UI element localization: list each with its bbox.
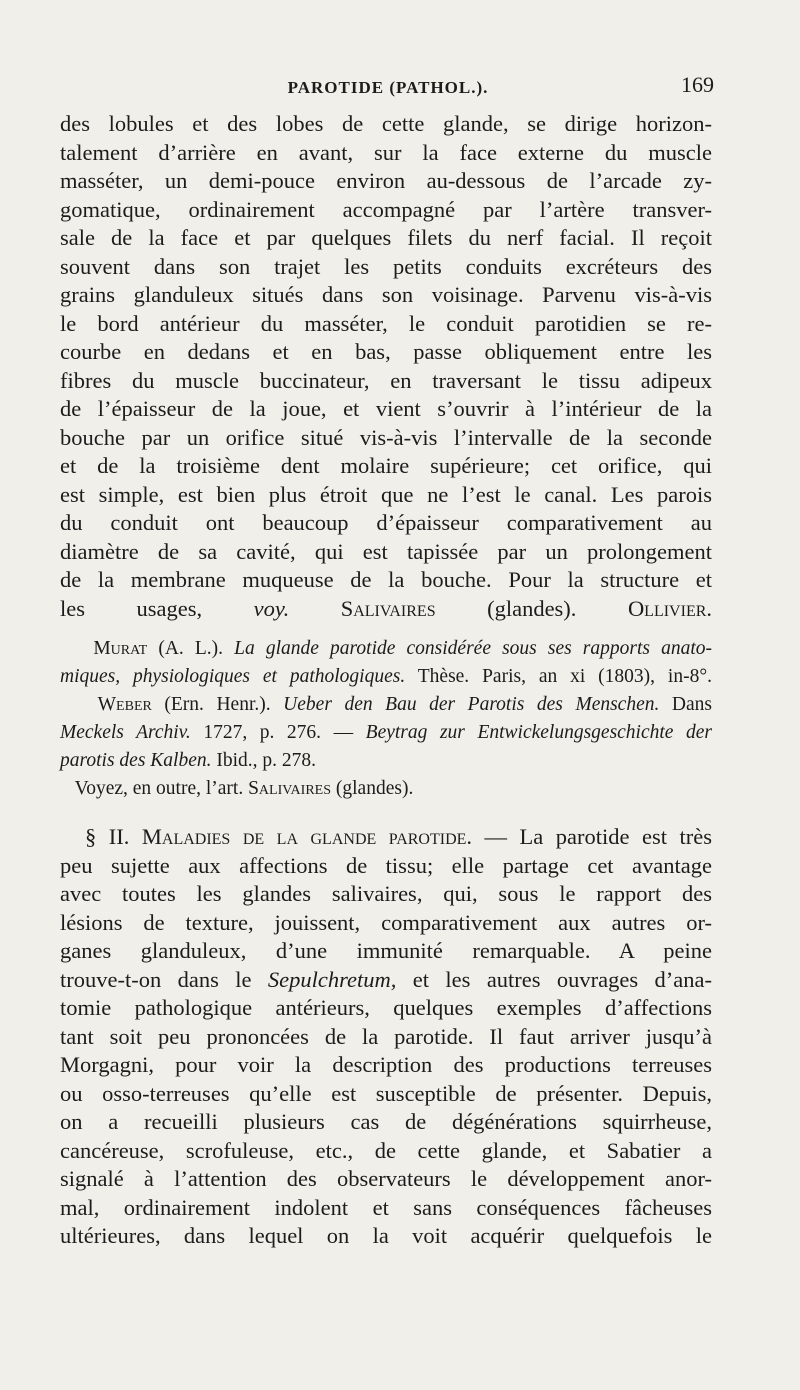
- text-line: signalé à l’attention des observateurs le développement anor-: [60, 1166, 712, 1191]
- work-title: Sepulchretum,: [267, 966, 397, 992]
- section-maladies: [60, 823, 712, 1251]
- text-fragment: (glandes).: [435, 595, 577, 621]
- text-line: Morgagni, pour voir la description des productions terreuses: [60, 1052, 712, 1077]
- text-fragment: (A. L.).: [147, 638, 235, 659]
- bib-line: [60, 747, 712, 775]
- text-line: mal, ordinairement indolent et sans conséquences fâcheuses: [60, 1194, 712, 1220]
- text-fragment: Dans: [659, 694, 712, 715]
- text-fragment: (Ern. Henr.).: [151, 694, 284, 715]
- bib-title: parotis des Kalben.: [60, 750, 212, 771]
- text-line: bouche par un orifice situé vis-à-vis l’intervalle de la seconde: [60, 424, 712, 450]
- text-line: talement d’arrière en avant, sur la face externe du muscle: [60, 139, 712, 165]
- section-number: § II.: [85, 824, 142, 849]
- text-line: des lobules et des lobes de cette glande, se dirige horizon-: [60, 111, 712, 136]
- text-fragment: les usages,: [60, 595, 254, 621]
- paragraph-parotid-duct: [60, 110, 712, 623]
- text-fragment: et les autres ouvrages d’ana-: [396, 966, 713, 992]
- text-line: on a recueilli plusieurs cas de dégénérations squirrheuse,: [60, 1109, 712, 1134]
- text-line: souvent dans son trajet les petits conduits excréteurs des: [60, 253, 712, 279]
- text-line: peu sujette aux affections de tissu; elle partage cet avantage: [60, 852, 712, 878]
- bib-publication: 1727, p. 276. —: [190, 722, 366, 743]
- bib-line: [60, 635, 712, 663]
- section-title: Maladies de la glande parotide.: [141, 824, 473, 849]
- text-fragment: trouve-t-on dans le: [60, 966, 268, 992]
- text-line: ganes glanduleux, d’une immunité remarquable. A peine: [60, 938, 712, 963]
- bibliography: [60, 635, 712, 803]
- bib-title: Ueber den Bau der Parotis des Menschen.: [283, 694, 660, 715]
- text-fragment: Voyez, en outre, l’art.: [74, 778, 249, 799]
- section-heading-line: [60, 823, 712, 852]
- bib-journal: Meckels Archiv.: [60, 722, 191, 743]
- text-fragment: — La parotide est très: [472, 824, 712, 849]
- text-line: fibres du muscle buccinateur, en traversant le tissu adipeux: [60, 367, 712, 393]
- author-signature: Ollivier.: [627, 595, 713, 621]
- text-line: de l’épaisseur de la joue, et vient s’ouvrir à l’intérieur de la: [60, 396, 712, 421]
- cross-reference: Salivaires: [248, 778, 332, 799]
- text-line: est simple, est bien plus étroit que ne l’est le canal. Les parois: [60, 481, 712, 507]
- bib-title: La glande parotide considérée sous ses rapports anato-: [234, 638, 713, 659]
- bib-author: Weber: [97, 694, 152, 715]
- running-head: PAROTIDE (PATHOL.).: [287, 78, 489, 97]
- bib-title: Beytrag zur Entwickelungsgeschichte der: [365, 722, 713, 743]
- text-line: de la membrane muqueuse de la bouche. Pour la structure et: [60, 567, 712, 592]
- text-line: tomie pathologique antérieurs, quelques exemples d’affections: [60, 995, 712, 1020]
- bib-line: [60, 775, 712, 803]
- bib-line: [60, 663, 712, 691]
- text-line: diamètre de sa cavité, qui est tapissée par un prolongement: [60, 538, 712, 564]
- bib-title: miques, physiologiques et pathologiques.: [60, 666, 406, 687]
- page-number: 169: [681, 72, 714, 97]
- bib-line: [60, 691, 712, 719]
- text-line: cancéreuse, scrofuleuse, etc., de cette glande, et Sabatier a: [60, 1137, 712, 1163]
- page-body: [60, 110, 712, 1251]
- text-line: lésions de texture, jouissent, comparativement aux autres or-: [60, 909, 712, 935]
- bib-publication: Thèse. Paris, an xi (1803), in-8°.: [405, 666, 712, 687]
- text-line: tant soit peu prononcées de la parotide. Il faut arriver jusqu’à: [60, 1023, 712, 1049]
- text-line: sale de la face et par quelques filets du nerf facial. Il reçoit: [60, 225, 712, 250]
- voy-abbrev: voy.: [253, 595, 290, 621]
- text-line: ou osso-terreuses qu’elle est susceptible de présenter. Depuis,: [60, 1080, 712, 1106]
- text-line: ultérieures, dans lequel on la voit acquérir quelquefois le: [60, 1223, 712, 1248]
- cross-reference: Salivaires: [340, 595, 436, 621]
- page-header: [62, 72, 714, 108]
- text-line: et de la troisième dent molaire supérieure; cet orifice, qui: [60, 453, 712, 478]
- text-line-with-signature: [60, 595, 712, 624]
- bib-publication: Ibid., p. 278.: [211, 750, 317, 771]
- text-line: grains glanduleux situés dans son voisinage. Parvenu vis-à-vis: [60, 282, 712, 307]
- text-line: du conduit ont beaucoup d’épaisseur comparativement au: [60, 510, 712, 535]
- text-line: avec toutes les glandes salivaires, qui, sous le rapport des: [60, 881, 712, 906]
- text-line: le bord antérieur du masséter, le conduit parotidien se re-: [60, 310, 712, 336]
- text-line: [60, 966, 712, 995]
- text-line: masséter, un demi-pouce environ au-dessous de l’arcade zy-: [60, 168, 712, 193]
- text-line: gomatique, ordinairement accompagné par l’artère transver-: [60, 196, 712, 222]
- text-fragment: (glandes).: [331, 778, 414, 799]
- bib-line: [60, 719, 712, 747]
- text-line: courbe en dedans et en bas, passe obliquement entre les: [60, 339, 712, 364]
- bib-author: Murat: [93, 638, 148, 659]
